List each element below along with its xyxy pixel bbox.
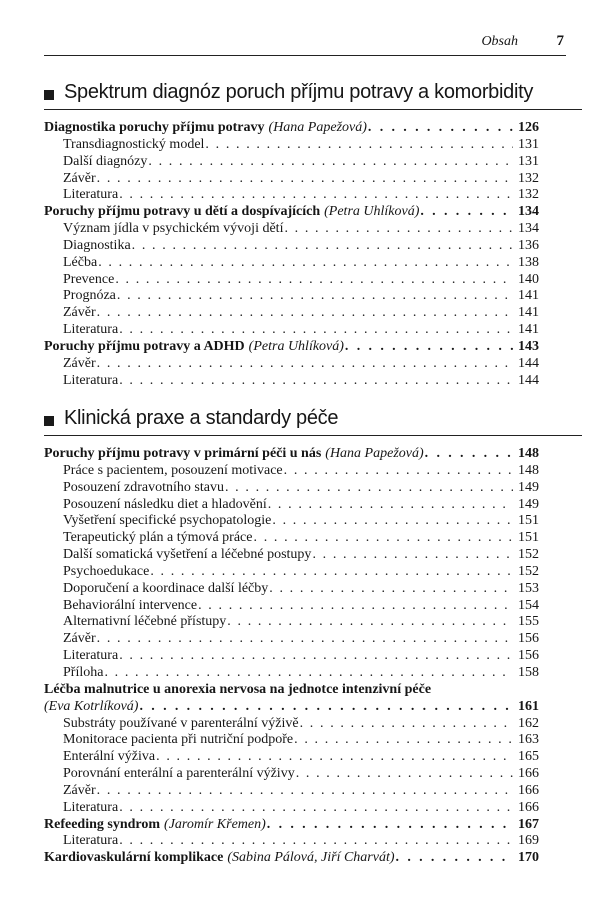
toc-subentry [44, 187, 539, 204]
entry-author: (Jaromír Křemen) [164, 816, 266, 832]
toc-chapter-entry [44, 817, 539, 834]
entry-title-text: Literatura [63, 187, 119, 203]
dot-leader [345, 339, 513, 356]
page-header [44, 33, 566, 56]
toc-subentry [44, 716, 539, 733]
section-heading [44, 81, 582, 110]
entry-title-text: Vyšetření specifické psychopatologie [63, 513, 272, 529]
toc-subentry [44, 221, 539, 238]
toc-entry-title [63, 137, 204, 154]
toc-entry-title [63, 255, 97, 272]
entry-title-text: Posouzení následku diet a hladovění [63, 496, 267, 512]
toc-page-number: 161 [518, 698, 539, 714]
toc-subentry [44, 238, 539, 255]
dot-leader [284, 221, 513, 238]
toc-subentry [44, 154, 539, 171]
toc-entry-title [44, 204, 419, 221]
dot-leader [284, 463, 513, 480]
toc-entry-title [63, 783, 96, 800]
toc-page-number: 158 [518, 664, 539, 680]
entry-title-text: Substráty používané v parenterální výživě [63, 715, 299, 731]
toc-page-number: 132 [518, 170, 539, 186]
toc-entry-title [63, 288, 116, 305]
dot-leader [267, 817, 513, 834]
running-title: Obsah [481, 34, 518, 49]
toc-entry-title [63, 547, 311, 564]
entry-title-text: Literatura [63, 372, 119, 388]
dot-leader [97, 783, 513, 800]
toc-page-number: 152 [518, 547, 539, 563]
dot-leader [97, 305, 513, 322]
toc-entry-title [63, 564, 149, 581]
toc-entry-title [63, 463, 283, 480]
toc-entry-title [63, 665, 103, 682]
dot-leader [294, 732, 513, 749]
entry-title-text: Poruchy příjmu potravy a ADHD [44, 338, 245, 354]
dot-leader [269, 581, 513, 598]
toc-subentry [44, 648, 539, 665]
toc-entry-title [63, 480, 224, 497]
dot-leader [312, 547, 513, 564]
entry-author: (Eva Kotrlíková) [44, 698, 139, 714]
toc-page-number: 149 [518, 479, 539, 495]
toc-list [44, 446, 539, 867]
toc-entry-title [63, 373, 118, 390]
toc-page-number: 132 [518, 187, 539, 203]
toc-subentry [44, 322, 539, 339]
toc-subentry [44, 547, 539, 564]
square-bullet-icon [44, 416, 54, 426]
toc-page-number: 163 [518, 732, 539, 748]
toc-subentry [44, 480, 539, 497]
toc-entry-title [63, 598, 197, 615]
entry-title-text: Význam jídla v psychickém vývoji dětí [63, 221, 284, 237]
toc-page-number: 156 [518, 648, 539, 664]
toc-page-number: 156 [518, 631, 539, 647]
toc-page-number: 154 [518, 597, 539, 613]
toc-page-number: 151 [518, 513, 539, 529]
entry-title-text: Posouzení zdravotního stavu [63, 479, 224, 495]
toc-subentry [44, 766, 539, 783]
toc-page-number: 141 [518, 322, 539, 338]
dot-leader [97, 171, 513, 188]
dot-leader [150, 564, 513, 581]
toc-entry-title [63, 221, 283, 238]
dot-leader [117, 288, 513, 305]
section-title: Spektrum diagnóz poruch příjmu potravy a komorbidity [64, 81, 534, 103]
dot-leader [139, 699, 513, 716]
toc-page-number: 148 [518, 462, 539, 478]
toc-subentry [44, 530, 539, 547]
entry-title-text: Monitorace pacienta při nutriční podpoře [63, 732, 294, 748]
toc-subentry [44, 564, 539, 581]
entry-title-text: Příloha [63, 664, 104, 680]
entry-title-text: Enterální výživa [63, 749, 156, 765]
toc-subentry [44, 255, 539, 272]
toc-entry-title [44, 850, 395, 867]
toc-entry-title [63, 581, 268, 598]
dot-leader [254, 530, 514, 547]
entry-title-text: Diagnostika [63, 237, 131, 253]
entry-title-text: Kardiovaskulární komplikace [44, 850, 224, 866]
dot-leader [98, 255, 513, 272]
toc-page-number: 153 [518, 580, 539, 596]
toc-page-number: 165 [518, 749, 539, 765]
section-heading [44, 407, 582, 436]
toc-subentry [44, 631, 539, 648]
toc-entry-title [44, 339, 344, 356]
toc-page-number: 162 [518, 715, 539, 731]
dot-leader [296, 766, 513, 783]
toc-chapter-entry [44, 204, 539, 221]
dot-leader [148, 154, 513, 171]
toc-subentry [44, 732, 539, 749]
toc-entry-title [44, 699, 138, 716]
dot-leader [300, 716, 513, 733]
toc-chapter-entry [44, 120, 539, 137]
dot-leader [396, 850, 513, 867]
toc-page-number: 126 [518, 120, 539, 135]
dot-leader [97, 631, 513, 648]
dot-leader [119, 833, 513, 850]
entry-title-text: Další diagnózy [63, 153, 148, 169]
toc-subentry [44, 272, 539, 289]
entry-author: (Petra Uhlíková) [248, 338, 344, 354]
toc-subentry [44, 373, 539, 390]
entry-title-text: Literatura [63, 799, 119, 815]
entry-title-text: Závěr [63, 631, 96, 647]
toc-subentry [44, 463, 539, 480]
dot-leader [119, 800, 513, 817]
dot-leader [119, 187, 513, 204]
toc-subentry [44, 497, 539, 514]
entry-author: (Hana Papežová) [268, 120, 367, 135]
toc-page-number: 169 [518, 833, 539, 849]
dot-leader [97, 356, 513, 373]
entry-title-text: Transdiagnostický model [63, 136, 205, 152]
toc-entry-title [63, 272, 114, 289]
toc-subentry [44, 137, 539, 154]
dot-leader [119, 373, 513, 390]
toc-entry-title [63, 716, 299, 733]
toc-page-number: 140 [518, 271, 539, 287]
page-number: 7 [556, 33, 564, 49]
toc-subentry [44, 288, 539, 305]
toc-subentry [44, 665, 539, 682]
dot-leader [198, 598, 513, 615]
entry-title-text: Terapeutický plán a týmová práce [63, 530, 253, 546]
entry-title-text: Porovnání enterální a parenterální výživy [63, 766, 295, 782]
toc-entry-title [63, 648, 118, 665]
toc-page-number: 149 [518, 496, 539, 512]
toc-chapter-entry [44, 850, 539, 867]
toc-entry-title [63, 631, 96, 648]
entry-author: (Hana Papežová) [325, 446, 424, 461]
toc-entry-title [63, 800, 118, 817]
toc-page-number: 151 [518, 530, 539, 546]
entry-title-text: Závěr [63, 355, 96, 371]
toc-subentry [44, 598, 539, 615]
toc-page-number: 166 [518, 782, 539, 798]
entry-title-text: Psychoedukace [63, 563, 150, 579]
toc-page-number: 136 [518, 237, 539, 253]
dot-leader [119, 322, 513, 339]
entry-author: (Sabina Pálová, Jiří Charvát) [227, 850, 395, 866]
toc-entry-title [63, 732, 293, 749]
toc-subentry [44, 356, 539, 373]
entry-title-text: Behaviorální intervence [63, 597, 198, 613]
dot-leader [225, 480, 513, 497]
dot-leader [420, 204, 513, 221]
entry-title-text: Prevence [63, 271, 115, 287]
toc-page-number: 141 [518, 288, 539, 304]
toc-page-number: 152 [518, 563, 539, 579]
toc-entry-title [44, 120, 367, 137]
dot-leader [268, 497, 513, 514]
toc-page-number: 166 [518, 799, 539, 815]
square-bullet-icon [44, 90, 54, 100]
entry-title-text: Refeeding syndrom [44, 816, 161, 832]
section-title: Klinická praxe a standardy péče [64, 407, 339, 429]
entry-title-text: Literatura [63, 322, 119, 338]
entry-title-text: Léčba [63, 254, 98, 270]
toc-page-number: 170 [518, 850, 539, 866]
toc-entry-title [63, 305, 96, 322]
entry-title-text: Závěr [63, 782, 96, 798]
toc-subentry [44, 749, 539, 766]
dot-leader [227, 614, 513, 631]
toc-page-number: 144 [518, 372, 539, 388]
dot-leader [272, 513, 513, 530]
toc-subentry [44, 833, 539, 850]
toc-page-number: 131 [518, 153, 539, 169]
entry-title-text: Závěr [63, 305, 96, 321]
toc-page-number: 167 [518, 816, 539, 832]
toc-entry-title [63, 749, 155, 766]
toc-subentry [44, 783, 539, 800]
toc-entry-title [63, 513, 271, 530]
dot-leader [205, 137, 513, 154]
toc-entry-title: Léčba malnutrice u anorexia nervosa na jednotce intenzivní péče [44, 681, 432, 697]
toc-entry-title [63, 497, 267, 514]
entry-title-text: Poruchy příjmu potravy v primární péči u nás [44, 446, 322, 461]
toc-chapter-entry [44, 446, 539, 463]
dot-leader [132, 238, 513, 255]
toc-entry-title [63, 322, 118, 339]
dot-leader [119, 648, 513, 665]
toc-page-number: 134 [518, 204, 539, 220]
toc-entry-title [63, 530, 253, 547]
toc-subentry [44, 800, 539, 817]
toc-page-number: 138 [518, 254, 539, 270]
dot-leader [368, 120, 513, 137]
toc-page-number: 155 [518, 614, 539, 630]
toc-page-number: 134 [518, 221, 539, 237]
toc-entry-title [63, 171, 96, 188]
toc-subentry [44, 513, 539, 530]
entry-title-text: Diagnostika poruchy příjmu potravy [44, 120, 265, 135]
toc-page-number: 166 [518, 766, 539, 782]
toc-subentry [44, 581, 539, 598]
entry-title-text: Alternativní léčebné přístupy [63, 614, 227, 630]
toc-entry-title [44, 817, 266, 834]
dot-leader [104, 665, 513, 682]
entry-title-text: Prognóza [63, 288, 116, 304]
toc-subentry [44, 305, 539, 322]
toc-entry-title [63, 356, 96, 373]
toc-chapter-entry [44, 339, 539, 356]
toc-entry-title [63, 238, 131, 255]
toc-entry-title [63, 187, 118, 204]
dot-leader [156, 749, 513, 766]
toc-list [44, 120, 539, 390]
toc-entry-title [63, 614, 226, 631]
toc-page-number: 143 [518, 338, 539, 354]
toc-page-number: 141 [518, 305, 539, 321]
toc-entry-title [63, 833, 118, 850]
toc-subentry [44, 171, 539, 188]
entry-title-text: Literatura [63, 648, 119, 664]
toc-entry-title [63, 154, 147, 171]
entry-author: (Petra Uhlíková) [324, 204, 420, 220]
toc-entry-title [44, 446, 424, 463]
toc-page-number: 144 [518, 355, 539, 371]
dot-leader [115, 272, 513, 289]
toc-subentry [44, 614, 539, 631]
entry-title-text: Další somatická vyšetření a léčebné postupy [63, 547, 312, 563]
entry-title-text: Doporučení a koordinace další léčby [63, 580, 269, 596]
entry-title-text: Literatura [63, 833, 119, 849]
toc-chapter-entry [44, 699, 539, 716]
toc-page-number: 131 [518, 136, 539, 152]
toc-entry-title [63, 766, 295, 783]
entry-title-text: Poruchy příjmu potravy u dětí a dospívajících [44, 204, 321, 220]
entry-title-text: Závěr [63, 170, 96, 186]
toc-page-number: 148 [518, 446, 539, 461]
dot-leader [425, 446, 513, 463]
entry-title-text: Práce s pacientem, posouzení motivace [63, 462, 283, 478]
